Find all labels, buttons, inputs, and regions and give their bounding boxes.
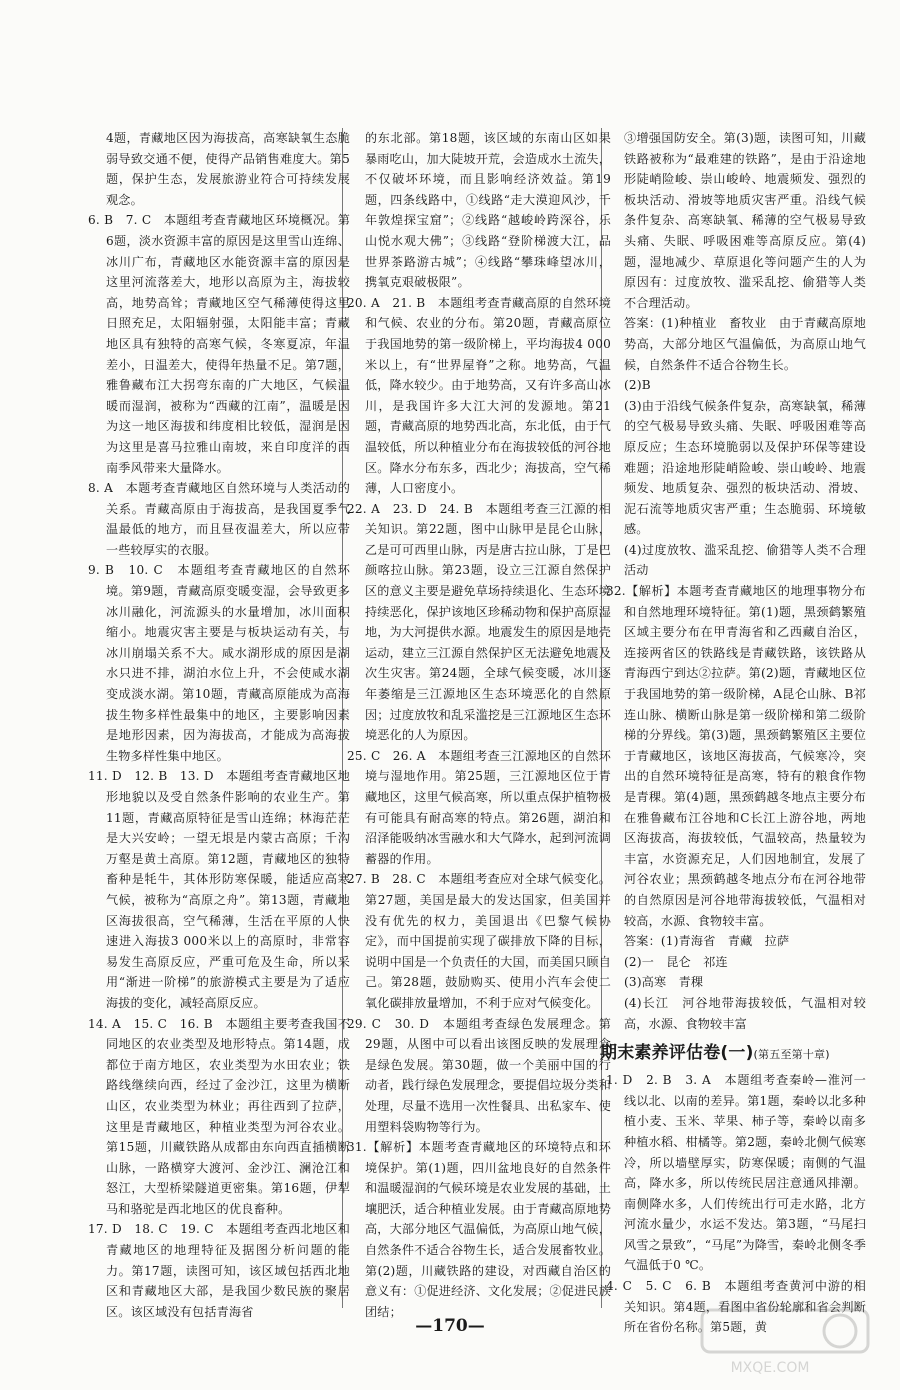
answer-entry: 6. B 7. C 本题组考查青藏地区环境概况。第6题，淡水资源丰富的原因是这里雪山连绵、冰川广布，青藏地区水能资源丰富的原因是这里河流落差大，地形以高原为主，海拔较高，地势高耸；青藏地区空气稀薄使得这里日照充足，太阳辐射强，太阳能丰富；青藏地区具有独特的高寒气候，冬寒夏凉，年温差小，日温差大，使得年热量不足。第7题，雅鲁藏布江大拐弯东南的广大地区，气候温暖而湿润，被称为“西藏的江南”，温暖是因为这一地区海拔和纬度相比较低，湿润是因为这里是喜马拉雅山南坡，来自印度洋的西南季风带来大量降水。	[88, 213, 350, 475]
answer-entry: (2)一 昆仑 祁连	[624, 954, 728, 969]
answer-entry: 的东北部。第18题，该区域的东南山区如果暴雨吃山，加大陡坡开荒，会造成水土流失，不仅破坏环境，而且影响经济效益。第19题，四条线路中，①线路“走大漠迎风沙，千年敦煌探宝窟”；②线路“越峻岭跨深谷，乐山悦水观大佛”；③线路“登阶梯渡大江，品世界茶路游古城”；④线路“攀珠峰望冰川，携氧克艰破极限”。	[365, 131, 611, 290]
watermark-logo	[700, 1308, 870, 1378]
answer-entry: (3)由于沿线气候条件复杂，高寒缺氧，稀薄的空气极易导致头痛、失眠、呼吸困难等高原反应；生态环境脆弱以及保护环保等建设难题；沿途地形陡峭险峻、崇山峻岭、地震频发、地质复杂、强烈的板块活动、滑坡、泥石流等地质灾害严重；生态脆弱、环境敏感。	[624, 398, 866, 537]
answer-column-1	[88, 128, 350, 1322]
section-subtitle: (第五至第十章)	[753, 1048, 830, 1062]
answer-entry: 27. B 28. C 本题组考查应对全球气候变化。第27题，美国是最大的发达国家，但美国并没有优先的权力，美国退出《巴黎气候协定》，而中国提前实现了碳排放下降的目标，说明中国是一个负责任的大国，而美国只顾自己。第28题，鼓励购买、使用小汽车会使二氧化碳排放量增加，不利于应对气候变化。	[347, 872, 611, 1010]
answer-entry: 答案：(1)种植业 畜牧业 由于青藏高原地势高，大部分地区气温偏低，为高原山地气候，自然条件不适合谷物生长。	[624, 316, 866, 372]
answer-entry: 9. B 10. C 本题组考查青藏地区的自然环境。第9题，青藏高原变暖变湿，会导致更多冰川融化，河流源头的水量增加，冰川面积缩小。地震灾害主要是与板块运动有关，与冰川崩塌关系不大。咸水湖形成的原因是湖水只进不排，湖泊水位上升，不会使咸水湖变成淡水湖。第10题，青藏高原能成为高海拔生物多样性最集中的地区，主要影响因素是地形因素，因为海拔高，才能成为高海拔生物多样性集中地区。	[88, 563, 350, 763]
answer-entry: (2)B	[624, 378, 651, 393]
answer-entry: ③增强国防安全。第(3)题，读图可知，川藏铁路被称为“最难建的铁路”，是由于沿途地形陡峭险峻、崇山峻岭、地震频发、强烈的板块活动、滑坡等地质灾害严重。沿线气候条件复杂、高寒缺氧、稀薄的空气极易导致头痛、失眠、呼吸困难等高原反应。第(4)题，湿地减少、草原退化等问题产生的人为原因有：过度放牧、滥采乱挖、偷猎等人类不合理活动。	[624, 131, 866, 310]
answer-entry: 17. D 18. C 19. C 本题组考查西北地区和青藏地区的地理特征及据图分析问题的能力。第17题，读图可知，该区域包括西北地区和青藏地区大部，是我国少数民族的聚居区。该区域没有包括青海省	[88, 1222, 350, 1319]
section-title-text: 期末素养评估卷(一)	[600, 1043, 754, 1064]
answer-entry: 14. A 15. C 16. B 本题组主要考查我国不同地区的农业类型及地形特点。第14题，成都位于南方地区，农业类型为水田农业；铁路线继续向西，经过了金沙江，这里为横断山区，农业类型为林业；再往西到了拉萨，这里是青藏地区，种植业类型为河谷农业。第15题，川藏铁路从成都由东向西直插横断山脉，一路横穿大渡河、金沙江、澜沧江和怒江，大型桥梁隧道更密集。第16题，伊犁马和骆驼是西北地区的优良畜种。	[88, 1016, 350, 1216]
svg-text:MXQE.COM: MXQE.COM	[730, 1360, 810, 1376]
answer-entry: 31.【解析】本题考查青藏地区的环境特点和环境保护。第(1)题，四川盆地良好的自然条件和温暖湿润的气候环境是农业发展的基础，土壤肥沃，适合种植业发展。由于青藏高原地势高，大部分地区气温偏低，为高原山地气候，自然条件不适合谷物生长，适合发展畜牧业。第(2)题，川藏铁路的建设，对西藏自治区的意义有：①促进经济、文化发展；②促进民族团结；	[347, 1140, 611, 1319]
page-number: —170—	[415, 1316, 485, 1336]
answer-entry: 1. D 2. B 3. A 本题组考查秦岭—淮河一线以北、以南的差异。第1题，秦岭以北多种植小麦、玉米、苹果、柿子等，秦岭以南多种植水稻、柑橘等。第2题，秦岭北侧气候寒冷，所以墙壁厚实，防寒保暖；南侧的气温高，降水多，所以传统民居注意通风排潮。南侧降水多，人们传统出行可走水路，北方河流水量少，水运不发达。第3题，“马尾扫风雪之景致”，“马尾”为降雪，秦岭北侧冬季气温低于0 ℃。	[606, 1073, 866, 1273]
answer-entry: 32.【解析】本题考查青藏地区的地理事物分布和自然地理环境特征。第(1)题，黑颈鹤繁殖区域主要分布在甲青海省和乙西藏自治区，连接两省区的铁路线是青藏铁路，该铁路从青海西宁到达②拉萨。第(2)题，青藏地区位于我国地势的第一级阶梯，A昆仑山脉、B祁连山脉、横断山脉是第一级阶梯和第二级阶梯的分界线。第(3)题，黑颈鹤繁殖区主要位于青藏地区，该地区海拔高，气候寒冷，突出的自然环境特征是高寒，特有的粮食作物是青稞。第(4)题，黑颈鹤越冬地点主要分布在雅鲁藏布江谷地和C长江上游谷地，两地区海拔高，海拔较低，气温较高，热量较为丰富，水资源充足，人们因地制宜，发展了河谷农业；黑颈鹤越冬地点分布在河谷地带的自然原因是河谷地带海拔较低，气温相对较高，水源、食物较丰富。	[606, 584, 866, 928]
answer-entry: (4)过度放牧、滥采乱挖、偷猎等人类不合理活动	[624, 542, 866, 578]
answer-entry: 答案：(1)青海省 青藏 拉萨	[624, 934, 790, 949]
answer-entry: 20. A 21. B 本题组考查青藏高原的自然环境和气候、农业的分布。第20题，青藏高原位于我国地势的第一级阶梯上，平均海拔4 000米以上，有“世界屋脊”之称。地势高，气温低，降水较少。由于地势高，又有许多高山冰川，是我国许多大江大河的发源地。第21题，青藏高原的地势西北高，东北低，由于气温较低，所以种植业分布在海拔较低的河谷地区。降水分布东多，西北少；海拔高，空气稀薄，人口密度小。	[347, 295, 611, 496]
answer-column-2	[347, 128, 611, 1322]
answer-entry: 29. C 30. D 本题组考查绿色发展理念。第29题，从图中可以看出该图反映的发展理念是绿色发展。第30题，做一个美丽中国的行动者，践行绿色发展理念，要提倡垃圾分类和处理，尽量不选用一次性餐具、出私家车、使用塑料袋购物等行为。	[347, 1016, 611, 1134]
answer-entry: 4题，青藏地区因为海拔高，高寒缺氧生态脆弱导致交通不便，使得产品销售难度大。第5题，保护生态，发展旅游业符合可持续发展观念。	[106, 131, 350, 207]
answer-entry: 22. A 23. D 24. B 本题组考查三江源的相关知识。第22题，图中山脉甲是昆仑山脉，乙是可可西里山脉，丙是唐古拉山脉，丁是巴颜喀拉山脉。第23题，设立三江源自然保护区的意义主要是避免草场持续退化、生态环境持续恶化，保护该地区珍稀动物和保护高原湿地，为大河提供水源。地震发生的原因是地壳运动，建立三江源自然保护区无法避免地震及次生灾害。第24题，全球气候变暖，冰川逐年萎缩是三江源地区生态环境恶化的自然原因；过度放牧和乱采滥挖是三江源地区生态环境恶化的人为原因。	[347, 501, 611, 743]
answer-entry: 25. C 26. A 本题组考查三江源地区的自然环境与湿地作用。第25题，三江源地区位于青藏地区，这里气候高寒，所以重点保护植物极有可能具有耐高寒的特点。第26题，湖泊和沼泽能吸纳冰雪融水和大气降水，起到河流调蓄器的作用。	[347, 748, 611, 866]
answer-entry: 11. D 12. B 13. D 本题组考查青藏地区地形地貌以及受自然条件影响的农业生产。第11题，青藏高原特征是雪山连绵；林海茫茫是大兴安岭；一望无垠是内蒙古高原；千沟万壑是黄土高原。第12题，青藏地区的独特畜种是牦牛，其体形防寒保暖，能适应高寒气候，被称为“高原之舟”。第13题，青藏地区海拔很高，空气稀薄，生活在平原的人快速进入海拔3 000米以上的高原时，非常容易发生高原反应，严重可危及生命，所以采用“渐进一阶梯”的旅游模式主要是为了适应海拔的变化，减轻高原反应。	[88, 769, 350, 1010]
answer-entry: (3)高寒 青稞	[624, 975, 704, 990]
answer-column-3	[600, 128, 866, 1338]
answer-entry: (4)长江 河谷地带海拔较低，气温相对较高，水源、食物较丰富	[624, 995, 866, 1031]
section-title	[600, 1040, 866, 1068]
answer-block-31-32	[606, 128, 866, 1034]
answer-entry: 4. C 5. C 6. B 本题组考查黄河中游的相关知识。第4题，看图中省份轮廓和省会判断所在省份名称。第5题，黄	[606, 1279, 866, 1335]
answer-block-final-exam	[606, 1070, 866, 1338]
answer-entry: 8. A 本题考查青藏地区自然环境与人类活动的关系。青藏高原由于海拔高，是我国夏季气温最低的地方，而且昼夜温差大，所以应带一些较厚实的衣服。	[88, 481, 350, 557]
